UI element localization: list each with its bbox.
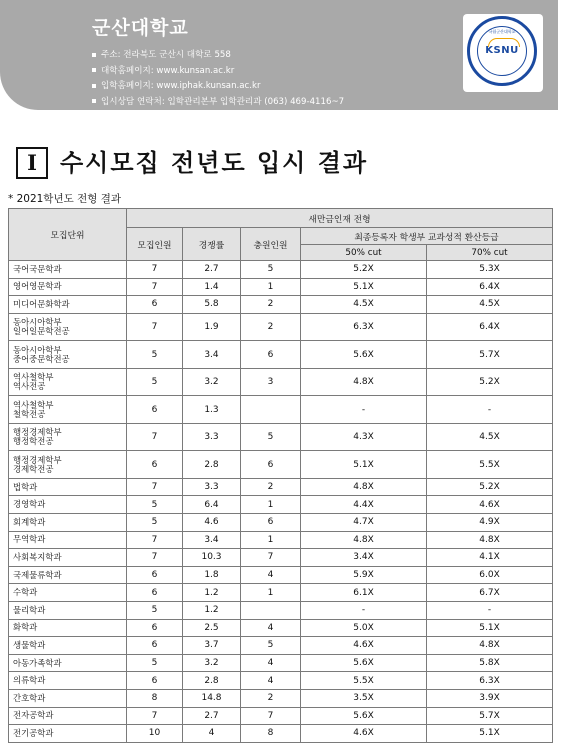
cell-cut70: - bbox=[427, 396, 553, 424]
table-row bbox=[9, 566, 553, 584]
table-row bbox=[9, 619, 553, 637]
cell-cut50: 5.6X bbox=[301, 707, 427, 725]
cell-recruit: 8 bbox=[127, 689, 183, 707]
cell-unit: 동아시아학부 일어일문학전공 bbox=[9, 313, 127, 341]
cell-cut50: 4.3X bbox=[301, 423, 427, 451]
table-row bbox=[9, 513, 553, 531]
cell-unit: 화학과 bbox=[9, 619, 127, 637]
cell-unit: 수학과 bbox=[9, 584, 127, 602]
cell-competition: 1.9 bbox=[183, 313, 241, 341]
cell-unit: 국어국문학과 bbox=[9, 261, 127, 279]
cell-recruit: 7 bbox=[127, 423, 183, 451]
cell-unit: 아동가족학과 bbox=[9, 654, 127, 672]
admission-results-table bbox=[8, 208, 553, 743]
cell-extra bbox=[241, 601, 301, 619]
table-row bbox=[9, 689, 553, 707]
cell-recruit: 6 bbox=[127, 637, 183, 655]
cell-cut50: 5.9X bbox=[301, 566, 427, 584]
cell-cut70: 4.9X bbox=[427, 513, 553, 531]
cell-extra: 1 bbox=[241, 584, 301, 602]
table-row bbox=[9, 549, 553, 567]
cell-cut70: 6.7X bbox=[427, 584, 553, 602]
cell-competition: 2.8 bbox=[183, 672, 241, 690]
table-row bbox=[9, 313, 553, 341]
header-group: 새만금인재 전형 bbox=[127, 209, 553, 228]
cell-cut50: 4.8X bbox=[301, 478, 427, 496]
header-cut70: 70% cut bbox=[427, 245, 553, 261]
cell-cut70: 4.8X bbox=[427, 531, 553, 549]
cell-recruit: 7 bbox=[127, 313, 183, 341]
table-row bbox=[9, 531, 553, 549]
table-row bbox=[9, 654, 553, 672]
cell-cut50: 4.8X bbox=[301, 368, 427, 396]
cell-cut50: 6.1X bbox=[301, 584, 427, 602]
cell-cut70: 4.1X bbox=[427, 549, 553, 567]
cell-recruit: 5 bbox=[127, 513, 183, 531]
cell-unit: 역사철학부 역사전공 bbox=[9, 368, 127, 396]
university-logo bbox=[463, 14, 543, 92]
logo-seal-icon: 국립군산대학교 KSNU bbox=[467, 16, 537, 86]
cell-extra: 5 bbox=[241, 261, 301, 279]
cell-competition: 4.6 bbox=[183, 513, 241, 531]
header-unit: 모집단위 bbox=[9, 209, 127, 261]
cell-competition: 10.3 bbox=[183, 549, 241, 567]
cell-recruit: 5 bbox=[127, 496, 183, 514]
cell-competition: 2.7 bbox=[183, 707, 241, 725]
cell-extra: 2 bbox=[241, 313, 301, 341]
cell-competition: 3.2 bbox=[183, 368, 241, 396]
cell-cut70: 6.4X bbox=[427, 278, 553, 296]
cell-cut70: 5.1X bbox=[427, 725, 553, 743]
cell-unit: 전기공학과 bbox=[9, 725, 127, 743]
cell-recruit: 7 bbox=[127, 531, 183, 549]
cell-recruit: 6 bbox=[127, 619, 183, 637]
cell-extra: 6 bbox=[241, 341, 301, 369]
cell-recruit: 6 bbox=[127, 396, 183, 424]
cell-extra: 3 bbox=[241, 368, 301, 396]
cell-cut70: 5.2X bbox=[427, 478, 553, 496]
cell-competition: 6.4 bbox=[183, 496, 241, 514]
cell-competition: 2.7 bbox=[183, 261, 241, 279]
cell-recruit: 6 bbox=[127, 451, 183, 479]
cell-recruit: 6 bbox=[127, 296, 183, 314]
cell-recruit: 7 bbox=[127, 261, 183, 279]
cell-unit: 법학과 bbox=[9, 478, 127, 496]
cell-competition: 1.2 bbox=[183, 584, 241, 602]
header-recruit: 모집인원 bbox=[127, 228, 183, 261]
cell-extra: 2 bbox=[241, 478, 301, 496]
cell-recruit: 6 bbox=[127, 672, 183, 690]
cell-recruit: 6 bbox=[127, 584, 183, 602]
cell-cut50: 4.6X bbox=[301, 637, 427, 655]
bullet-square-icon bbox=[92, 53, 96, 57]
cell-extra: 6 bbox=[241, 513, 301, 531]
contact-info-list bbox=[92, 48, 344, 110]
table-row bbox=[9, 261, 553, 279]
cell-competition: 1.3 bbox=[183, 396, 241, 424]
cell-cut50: 6.3X bbox=[301, 313, 427, 341]
cell-cut70: 4.6X bbox=[427, 496, 553, 514]
table-row bbox=[9, 672, 553, 690]
cell-cut70: 5.2X bbox=[427, 368, 553, 396]
table-row bbox=[9, 451, 553, 479]
cell-unit: 국제물류학과 bbox=[9, 566, 127, 584]
cell-cut50: 5.6X bbox=[301, 341, 427, 369]
bullet-square-icon bbox=[92, 68, 96, 72]
cell-extra: 2 bbox=[241, 689, 301, 707]
cell-competition: 2.5 bbox=[183, 619, 241, 637]
cell-extra: 1 bbox=[241, 278, 301, 296]
cell-extra: 8 bbox=[241, 725, 301, 743]
cell-recruit: 5 bbox=[127, 341, 183, 369]
cell-competition: 3.4 bbox=[183, 341, 241, 369]
contact-item: 입시상담 연락처: 입학관리본부 입학관리과 (063) 469-4116~7 bbox=[92, 95, 344, 111]
cell-extra: 7 bbox=[241, 549, 301, 567]
cell-extra: 5 bbox=[241, 637, 301, 655]
cell-competition: 5.8 bbox=[183, 296, 241, 314]
table-row bbox=[9, 601, 553, 619]
cell-recruit: 5 bbox=[127, 368, 183, 396]
cell-competition: 1.8 bbox=[183, 566, 241, 584]
cell-cut70: 5.5X bbox=[427, 451, 553, 479]
admission-homepage-item: 입학홈페이지: www.iphak.kunsan.ac.kr bbox=[92, 79, 344, 95]
table-row bbox=[9, 584, 553, 602]
cell-extra: 2 bbox=[241, 296, 301, 314]
cell-recruit: 7 bbox=[127, 707, 183, 725]
cell-recruit: 10 bbox=[127, 725, 183, 743]
cell-recruit: 5 bbox=[127, 601, 183, 619]
header-grade-group: 최종등록자 학생부 교과성적 환산등급 bbox=[301, 228, 553, 245]
table-row bbox=[9, 341, 553, 369]
cell-cut50: 4.7X bbox=[301, 513, 427, 531]
cell-competition: 3.2 bbox=[183, 654, 241, 672]
cell-cut50: 4.5X bbox=[301, 296, 427, 314]
cell-cut50: 5.0X bbox=[301, 619, 427, 637]
cell-cut50: 3.5X bbox=[301, 689, 427, 707]
cell-cut70: 3.9X bbox=[427, 689, 553, 707]
cell-unit: 동아시아학부 중어중문학전공 bbox=[9, 341, 127, 369]
cell-cut70: - bbox=[427, 601, 553, 619]
cell-unit: 무역학과 bbox=[9, 531, 127, 549]
cell-cut70: 4.8X bbox=[427, 637, 553, 655]
cell-competition: 2.8 bbox=[183, 451, 241, 479]
cell-unit: 의류학과 bbox=[9, 672, 127, 690]
cell-unit: 영어영문학과 bbox=[9, 278, 127, 296]
cell-extra: 4 bbox=[241, 566, 301, 584]
cell-recruit: 5 bbox=[127, 654, 183, 672]
cell-cut50: - bbox=[301, 601, 427, 619]
page-title: 수시모집 전년도 입시 결과 bbox=[60, 149, 369, 177]
cell-extra bbox=[241, 396, 301, 424]
cell-cut70: 6.0X bbox=[427, 566, 553, 584]
cell-cut50: 5.1X bbox=[301, 451, 427, 479]
header-cut50: 50% cut bbox=[301, 245, 427, 261]
cell-recruit: 6 bbox=[127, 566, 183, 584]
cell-unit: 간호학과 bbox=[9, 689, 127, 707]
cell-extra: 4 bbox=[241, 619, 301, 637]
header-banner bbox=[0, 0, 558, 110]
cell-recruit: 7 bbox=[127, 478, 183, 496]
cell-extra: 7 bbox=[241, 707, 301, 725]
table-row bbox=[9, 278, 553, 296]
table-row bbox=[9, 637, 553, 655]
cell-cut70: 5.7X bbox=[427, 707, 553, 725]
cell-unit: 경영학과 bbox=[9, 496, 127, 514]
table-row bbox=[9, 368, 553, 396]
cell-unit: 회계학과 bbox=[9, 513, 127, 531]
cell-unit: 행정경제학부 경제학전공 bbox=[9, 451, 127, 479]
cell-cut50: 5.6X bbox=[301, 654, 427, 672]
cell-unit: 생물학과 bbox=[9, 637, 127, 655]
address-item: 주소: 전라북도 군산시 대학로 558 bbox=[92, 48, 344, 64]
cell-cut70: 6.4X bbox=[427, 313, 553, 341]
cell-unit: 역사철학부 철학전공 bbox=[9, 396, 127, 424]
homepage-item: 대학홈페이지: www.kunsan.ac.kr bbox=[92, 64, 344, 80]
cell-cut70: 5.8X bbox=[427, 654, 553, 672]
table-row bbox=[9, 478, 553, 496]
cell-competition: 3.3 bbox=[183, 478, 241, 496]
cell-unit: 행정경제학부 행정학전공 bbox=[9, 423, 127, 451]
section-number: I bbox=[16, 147, 48, 179]
table-row bbox=[9, 707, 553, 725]
cell-cut50: 5.5X bbox=[301, 672, 427, 690]
bullet-square-icon bbox=[92, 99, 96, 103]
cell-cut50: - bbox=[301, 396, 427, 424]
table-body bbox=[9, 261, 553, 743]
cell-competition: 4 bbox=[183, 725, 241, 743]
table-row bbox=[9, 396, 553, 424]
cell-extra: 4 bbox=[241, 672, 301, 690]
cell-recruit: 7 bbox=[127, 278, 183, 296]
cell-extra: 6 bbox=[241, 451, 301, 479]
cell-cut70: 5.1X bbox=[427, 619, 553, 637]
cell-competition: 14.8 bbox=[183, 689, 241, 707]
header-extra: 충원인원 bbox=[241, 228, 301, 261]
cell-unit: 물리학과 bbox=[9, 601, 127, 619]
cell-unit: 사회복지학과 bbox=[9, 549, 127, 567]
header-competition: 경쟁률 bbox=[183, 228, 241, 261]
cell-cut50: 4.6X bbox=[301, 725, 427, 743]
cell-recruit: 7 bbox=[127, 549, 183, 567]
cell-cut50: 4.8X bbox=[301, 531, 427, 549]
cell-cut70: 5.3X bbox=[427, 261, 553, 279]
cell-cut70: 4.5X bbox=[427, 296, 553, 314]
table-row bbox=[9, 725, 553, 743]
university-name: 군산대학교 bbox=[92, 17, 189, 39]
cell-cut50: 5.1X bbox=[301, 278, 427, 296]
cell-unit: 미디어문화학과 bbox=[9, 296, 127, 314]
table-row bbox=[9, 496, 553, 514]
cell-cut70: 6.3X bbox=[427, 672, 553, 690]
table-row bbox=[9, 423, 553, 451]
cell-extra: 1 bbox=[241, 496, 301, 514]
cell-cut50: 4.4X bbox=[301, 496, 427, 514]
cell-extra: 5 bbox=[241, 423, 301, 451]
cell-competition: 3.3 bbox=[183, 423, 241, 451]
cell-extra: 1 bbox=[241, 531, 301, 549]
cell-unit: 전자공학과 bbox=[9, 707, 127, 725]
cell-competition: 1.2 bbox=[183, 601, 241, 619]
cell-cut70: 5.7X bbox=[427, 341, 553, 369]
cell-cut50: 3.4X bbox=[301, 549, 427, 567]
cell-cut50: 5.2X bbox=[301, 261, 427, 279]
cell-cut70: 4.5X bbox=[427, 423, 553, 451]
cell-competition: 3.7 bbox=[183, 637, 241, 655]
bullet-square-icon bbox=[92, 84, 96, 88]
table-caption: * 2021학년도 전형 결과 bbox=[8, 193, 121, 205]
cell-competition: 3.4 bbox=[183, 531, 241, 549]
table-row bbox=[9, 296, 553, 314]
cell-extra: 4 bbox=[241, 654, 301, 672]
cell-competition: 1.4 bbox=[183, 278, 241, 296]
